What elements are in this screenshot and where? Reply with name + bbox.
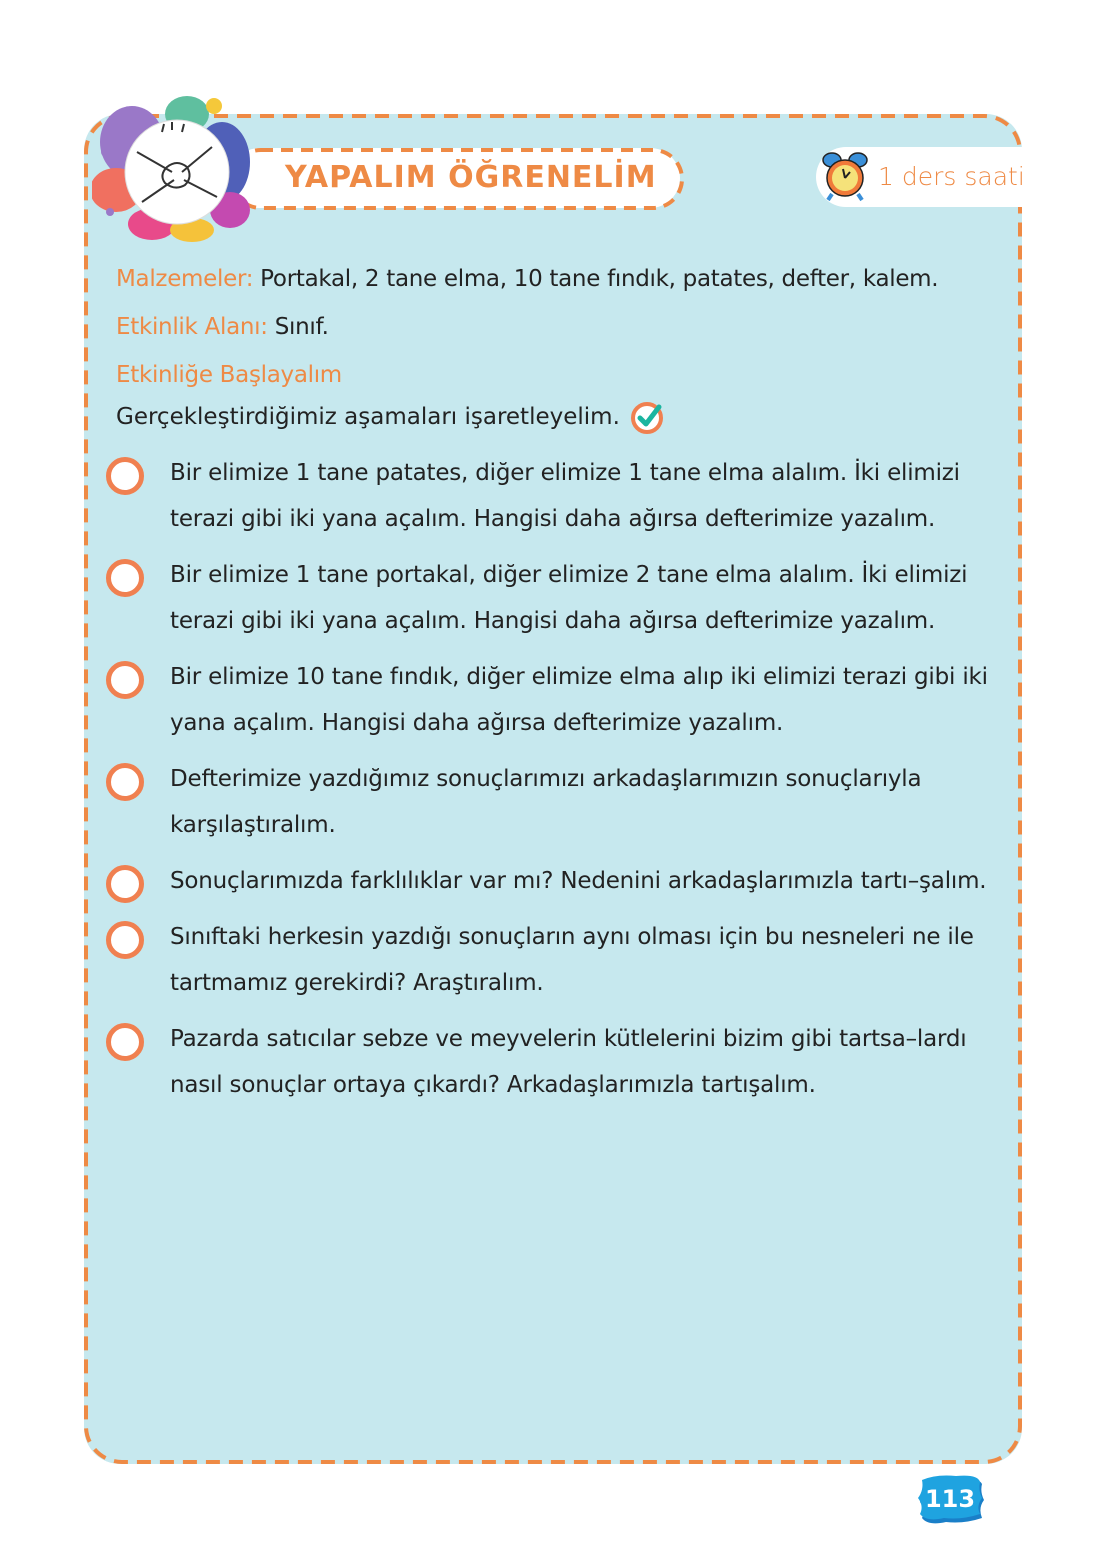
step-item xyxy=(106,858,1006,904)
step-item xyxy=(106,756,1006,848)
instruction-text: Gerçekleştirdiğimiz aşamaları işaretleyelim. xyxy=(116,404,620,430)
step-text: Defterimize yazdığımız sonuçlarımızı arkadaşlarımızın sonuçlarıyla karşılaştıralım. xyxy=(170,766,922,838)
step-checkbox[interactable] xyxy=(106,661,144,699)
step-checkbox[interactable] xyxy=(106,921,144,959)
step-text: Bir elimize 1 tane patates, diğer elimize 1 tane elma alalım. İki elimizi terazi gibi iki yana açalım. Hangisi daha ağırsa defterimize yazalım. xyxy=(170,460,960,532)
alarm-clock-icon xyxy=(818,148,872,202)
step-item xyxy=(106,552,1006,644)
step-item xyxy=(106,654,1006,746)
step-checkbox[interactable] xyxy=(106,559,144,597)
step-checkbox[interactable] xyxy=(106,457,144,495)
duration-label: 1 ders saati xyxy=(878,162,1025,191)
start-heading: Etkinliğe Başlayalım xyxy=(116,362,342,388)
area-label: Etkinlik Alanı: xyxy=(116,314,268,340)
step-item xyxy=(106,450,1006,542)
step-item xyxy=(106,1016,1006,1108)
materials-label: Malzemeler: xyxy=(116,266,254,292)
step-checkbox[interactable] xyxy=(106,865,144,903)
instruction-line xyxy=(116,397,1006,437)
checkmark-icon xyxy=(630,399,666,435)
step-text: Pazarda satıcılar sebze ve meyvelerin kütlelerini bizim gibi tartsa–lardı nasıl sonuçlar ortaya çıkardı? Arkadaşlarımızla tartışalım. xyxy=(170,1026,967,1098)
hands-together-icon xyxy=(92,92,262,242)
page-number-badge xyxy=(916,1474,986,1526)
step-checkbox[interactable] xyxy=(106,1023,144,1061)
step-item xyxy=(106,914,1006,1006)
steps-checklist xyxy=(106,450,1006,1118)
area-value: Sınıf. xyxy=(267,314,329,340)
step-text: Sınıftaki herkesin yazdığı sonuçların aynı olması için bu nesneleri ne ile tartmamız gerekirdi? Araştıralım. xyxy=(170,924,974,996)
materials-line xyxy=(116,255,1006,303)
page-number: 113 xyxy=(924,1485,976,1513)
materials-value: Portakal, 2 tane elma, 10 tane fındık, patates, defter, kalem. xyxy=(253,266,939,292)
area-line xyxy=(116,303,1006,351)
step-text: Bir elimize 10 tane fındık, diğer elimize elma alıp iki elimizi terazi gibi iki yana açalım. Hangisi daha ağırsa defterimize yazalım. xyxy=(170,664,988,736)
section-title: YAPALIM ÖĞRENELİM xyxy=(285,160,657,195)
step-checkbox[interactable] xyxy=(106,763,144,801)
activity-info xyxy=(116,255,1006,437)
step-text: Bir elimize 1 tane portakal, diğer elimize 2 tane elma alalım. İki elimizi terazi gibi iki yana açalım. Hangisi daha ağırsa defterimize yazalım. xyxy=(170,562,968,634)
step-text: Sonuçlarımızda farklılıklar var mı? Nedenini arkadaşlarımızla tartı–şalım. xyxy=(170,868,987,894)
